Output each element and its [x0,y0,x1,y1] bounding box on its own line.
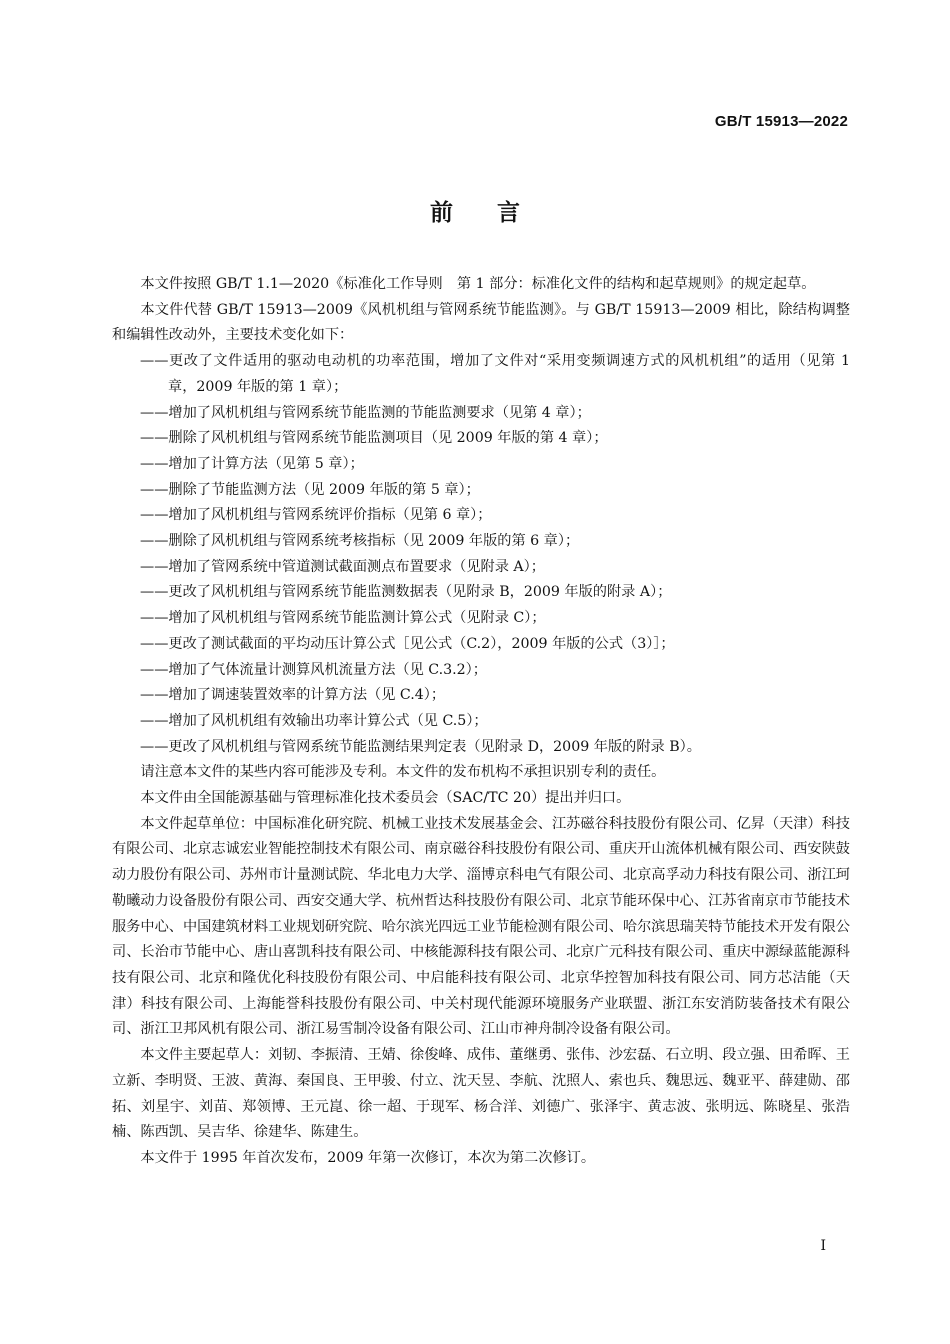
intro-paragraph: 本文件按照 GB/T 1.1—2020《标准化工作导则 第 1 部分：标准化文件的结构和起草规则》的规定起草。 [140,276,816,292]
intro-paragraph: 本文件代替 GB/T 15913—2009《风机机组与管网系统节能监测》。与 GB/T 15913—2009 相比，除结构调整和编辑性改动外，主要技术变化如下： [112,301,850,344]
drafting-units: 本文件起草单位：中国标准化研究院、机械工业技术发展基金会、江苏磁谷科技股份有限公司、亿昇（天津）科技有限公司、北京志诚宏业智能控制技术有限公司、南京磁谷科技股份有限公司、重庆开山流体机械有限公司、西安陕鼓动力股份有限公司、苏州市计量测试院、华北电力大学、淄博京科电气有限公司、北京高孚动力科技有限公司、浙江珂勒曦动力设备股份有限公司、西安交通大学、杭州哲达科技股份有限公司、北京节能环保中心、江苏省南京市节能技术服务中心、中国建筑材料工业规划研究院、哈尔滨光四远工业节能检测有限公司、哈尔滨思瑞芙特节能技术开发有限公司、长治市节能中心、唐山喜凯科技有限公司、中核能源科技有限公司、北京广元科技有限公司、重庆中源绿蓝能源科技有限公司、北京和隆优化科技股份有限公司、中启能科技有限公司、北京华控智加科技有限公司、同方芯洁能（天津）科技有限公司、上海能誉科技股份有限公司、中关村现代能源环境服务产业联盟、浙江东安消防装备技术有限公司、浙江卫邦风机有限公司、浙江易雪制冷设备有限公司、江山市神舟制冷设备有限公司。 [112,815,850,1038]
standard-number: GB/T 15913—2022 [714,113,848,130]
list-item: ——增加了风机机组有效输出功率计算公式（见 C.5）； [140,712,488,729]
list-item: ——增加了计算方法（见第 5 章）； [140,455,364,472]
list-item: ——更改了风机机组与管网系统节能监测结果判定表（见附录 D，2009 年版的附录 B）。 [140,738,701,755]
proposer-paragraph: 本文件由全国能源基础与管理标准化技术委员会（SAC/TC 20）提出并归口。 [140,790,631,807]
list-item: ——删除了风机机组与管网系统考核指标（见 2009 年版的第 6 章）； [140,533,580,550]
title-char-1: 前 [430,200,453,226]
changes-list [112,349,850,760]
list-item: ——增加了风机机组与管网系统节能监测计算公式（见附录 C）； [140,610,546,627]
list-item: ——增加了管网系统中管道测试截面测点布置要求（见附录 A）； [140,558,545,575]
page-number: I [820,1238,826,1254]
list-item: ——更改了文件适用的驱动电动机的功率范围，增加了文件对“采用变频调速方式的风机机组”的适用（见第 1 章，2009 年版的第 1 章）； [140,353,850,395]
list-item: ——删除了风机机组与管网系统节能监测项目（见 2009 年版的第 4 章）； [140,430,608,447]
drafters: 本文件主要起草人：刘韧、李振清、王婧、徐俊峰、成伟、董继勇、张伟、沙宏磊、石立明、段立强、田希晖、王立新、李明贤、王波、黄海、秦国良、王甲骏、付立、沈天昱、李航、沈照人、索也兵、魏思远、魏亚平、薛建勋、邵拓、刘星宇、刘苗、郑领博、王元崑、徐一超、于现军、杨合洋、刘德广、张泽宇、黄志波、张明远、陈晓星、张浩楠、陈西凯、吴吉华、徐建华、陈建生。 [112,1047,850,1141]
patent-notice: 请注意本文件的某些内容可能涉及专利。本文件的发布机构不承担识别专利的责任。 [140,764,666,781]
page-title [0,194,950,227]
publication-history: 本文件于 1995 年首次发布，2009 年第一次修订，本次为第二次修订。 [140,1149,596,1166]
list-item: ——增加了调速装置效率的计算方法（见 C.4）； [140,687,446,704]
title-char-2: 言 [497,200,520,226]
list-item: ——更改了测试截面的平均动压计算公式［见公式（C.2），2009 年版的公式（3）］； [140,635,675,652]
list-item: ——增加了风机机组与管网系统评价指标（见第 6 章）； [140,507,492,524]
list-item: ——增加了风机机组与管网系统节能监测的节能监测要求（见第 4 章）； [140,404,591,421]
list-item: ——更改了风机机组与管网系统节能监测数据表（见附录 B，2009 年版的附录 A）； [140,584,672,601]
list-item: ——增加了气体流量计测算风机流量方法（见 C.3.2）； [140,661,487,678]
list-item: ——删除了节能监测方法（见 2009 年版的第 5 章）； [140,481,480,498]
foreword-body [112,272,850,1172]
